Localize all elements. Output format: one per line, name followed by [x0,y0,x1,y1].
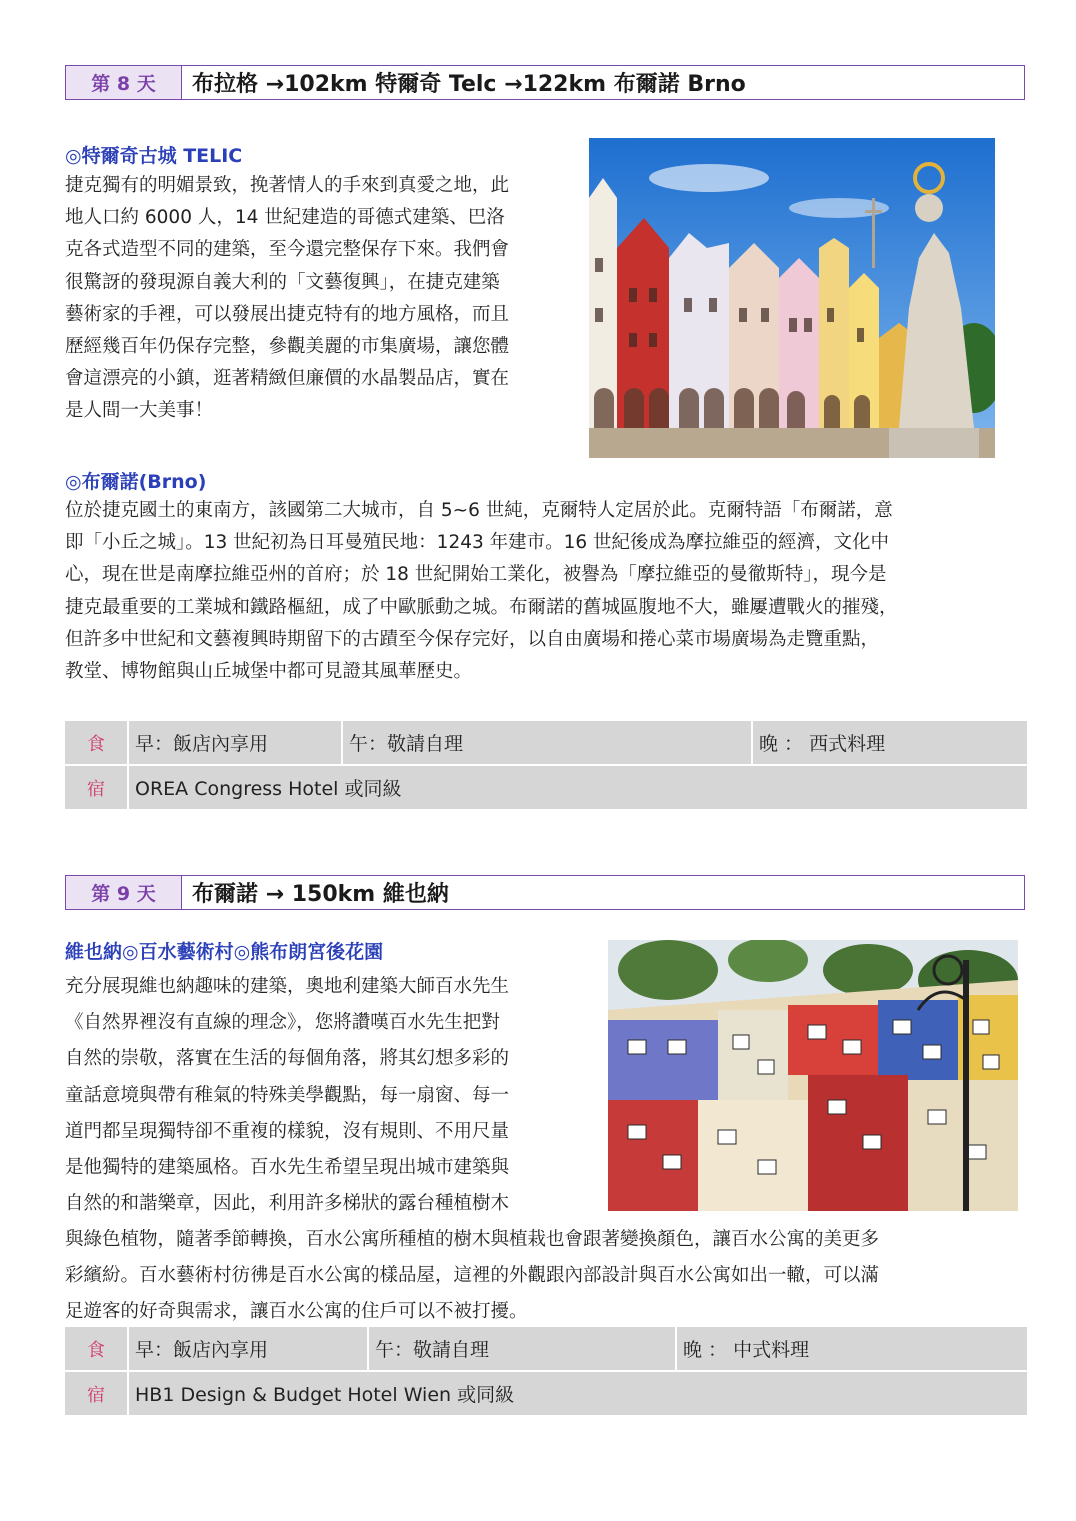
breakfast-cell: 早：飯店內享用 [129,1327,369,1370]
breakfast-cell: 早：飯店內享用 [129,721,343,764]
brno-line: 心，現在世是南摩拉維亞州的首府；於 18 世紀開始工業化，被譽為「摩拉維亞的曼徹斯特」，現今是 [65,564,887,586]
brno-line: 教堂、博物館與山丘城堡中都可見證其風華歷史。 [65,661,473,683]
meals-key: 食 [65,1327,129,1370]
telc-line: 捷克獨有的明媚景致，挽著情人的手來到真愛之地，此 [65,175,510,196]
vienna-line: 充分展現維也納趣味的建築，奧地利建築大師百水先生 [65,976,510,997]
hotel-name: HB1 Design & Budget Hotel Wien 或同級 [135,1384,515,1406]
day8-info-table [65,721,1027,809]
hotel-key: 宿 [65,1372,129,1415]
day9-hotel-row [65,1372,1027,1415]
vienna-line: 足遊客的好奇與需求，讓百水公寓的住戶可以不被打擾。 [65,1301,528,1323]
brno-line: 但許多中世紀和文藝複興時期留下的古蹟至今保存完好，以自由廣場和捲心菜市場廣場為走覽重點， [65,628,880,650]
lunch-cell: 午：敬請自理 [343,721,753,764]
brno-line: 捷克最重要的工業城和鐵路樞紐，成了中歐脈動之城。布爾諾的舊城區腹地不大，雖屢遭戰火的摧殘， [65,596,898,618]
vienna-line: 彩繽紛。百水藝術村彷彿是百水公寓的樣品屋，這裡的外觀跟內部設計與百水公寓如出一轍，可以滿 [65,1265,880,1287]
telc-line: 藝術家的手裡，可以發展出捷克特有的地方風格，而且 [65,303,510,325]
brno-title: ◎布爾諾(Brno) [65,471,207,493]
day9-header [65,875,1025,910]
dinner-cell: 晚 ： 中式料理 [683,1339,810,1361]
telc-title: ◎特爾奇古城 TELIC [65,145,243,167]
vienna-line: 自然的崇敬，落實在生活的每個角落，將其幻想多彩的 [65,1048,510,1070]
day8-header [65,65,1025,100]
brno-line: 位於捷克國土的東南方，該國第二大城市，自 5~6 世純，克爾特人定居於此。克爾特語「布爾諾，意 [65,500,893,521]
hotel-key: 宿 [65,766,129,809]
vienna-line: 與綠色植物，隨著季節轉換，百水公寓所種植的樹木與植栽也會跟著變換顏色，讓百水公寓的美更多 [65,1229,880,1250]
vienna-title: 維也納◎百水藝術村◎熊布朗宮後花園 [65,941,384,963]
hundertwasser-house-photo [608,940,1018,1211]
vienna-line: 童話意境與帶有稚氣的特殊美學觀點，每一扇窗、每一 [65,1084,510,1106]
day8-meals-row [65,721,1027,766]
brno-line: 即「小丘之城」。13 世紀初為日耳曼殖民地：1243 年建市。16 世紀後成為摩拉維亞的經濟，文化中 [65,532,890,554]
day9-label: 第 9 天 [66,876,182,909]
telc-line: 很驚訝的發現源自義大利的「文藝復興」，在捷克建築 [65,271,500,293]
dinner-cell: 晚 ： 西式料理 [759,733,886,755]
vienna-line: 道門都呈現獨特卻不重複的樣貌，沒有規則、不用尺量 [65,1120,510,1142]
lunch-cell: 午：敬請自理 [369,1327,677,1370]
telc-line: 歷經幾百年仍保存完整，參觀美麗的市集廣場，讓您體 [65,336,510,358]
brno-paragraph [65,495,1027,688]
day8-hotel-row [65,766,1027,809]
day9-meals-row [65,1327,1027,1372]
vienna-paragraph-narrow [65,969,593,1222]
telc-paragraph [65,170,573,428]
telc-line: 克各式造型不同的建築，至今還完整保存下來。我們會 [65,239,510,261]
telc-line: 是人間一大美事！ [65,400,214,422]
vienna-line: 《自然界裡沒有直線的理念》，您將讚嘆百水先生把對 [65,1012,500,1034]
vienna-line: 是他獨特的建築風格。百水先生希望呈現出城市建築與 [65,1157,510,1179]
day8-route: 布拉格 →102km 特爾奇 Telc →122km 布爾諾 Brno [192,72,746,97]
day9-route: 布爾諾 → 150km 維也納 [192,882,449,907]
vienna-line: 自然的和諧樂章，因此，利用許多梯狀的露台種植樹木 [65,1193,510,1215]
day9-info-table [65,1327,1027,1415]
telc-line: 地人口約 6000 人，14 世紀建造的哥德式建築、巴洛 [65,207,505,229]
telc-square-photo [589,138,995,458]
hotel-name: OREA Congress Hotel 或同級 [135,778,402,800]
day8-label: 第 8 天 [66,66,182,99]
vienna-paragraph-wide [65,1222,1027,1331]
meals-key: 食 [65,721,129,764]
telc-line: 會這漂亮的小鎮，逛著精緻但廉價的水晶製品店，實在 [65,368,510,390]
